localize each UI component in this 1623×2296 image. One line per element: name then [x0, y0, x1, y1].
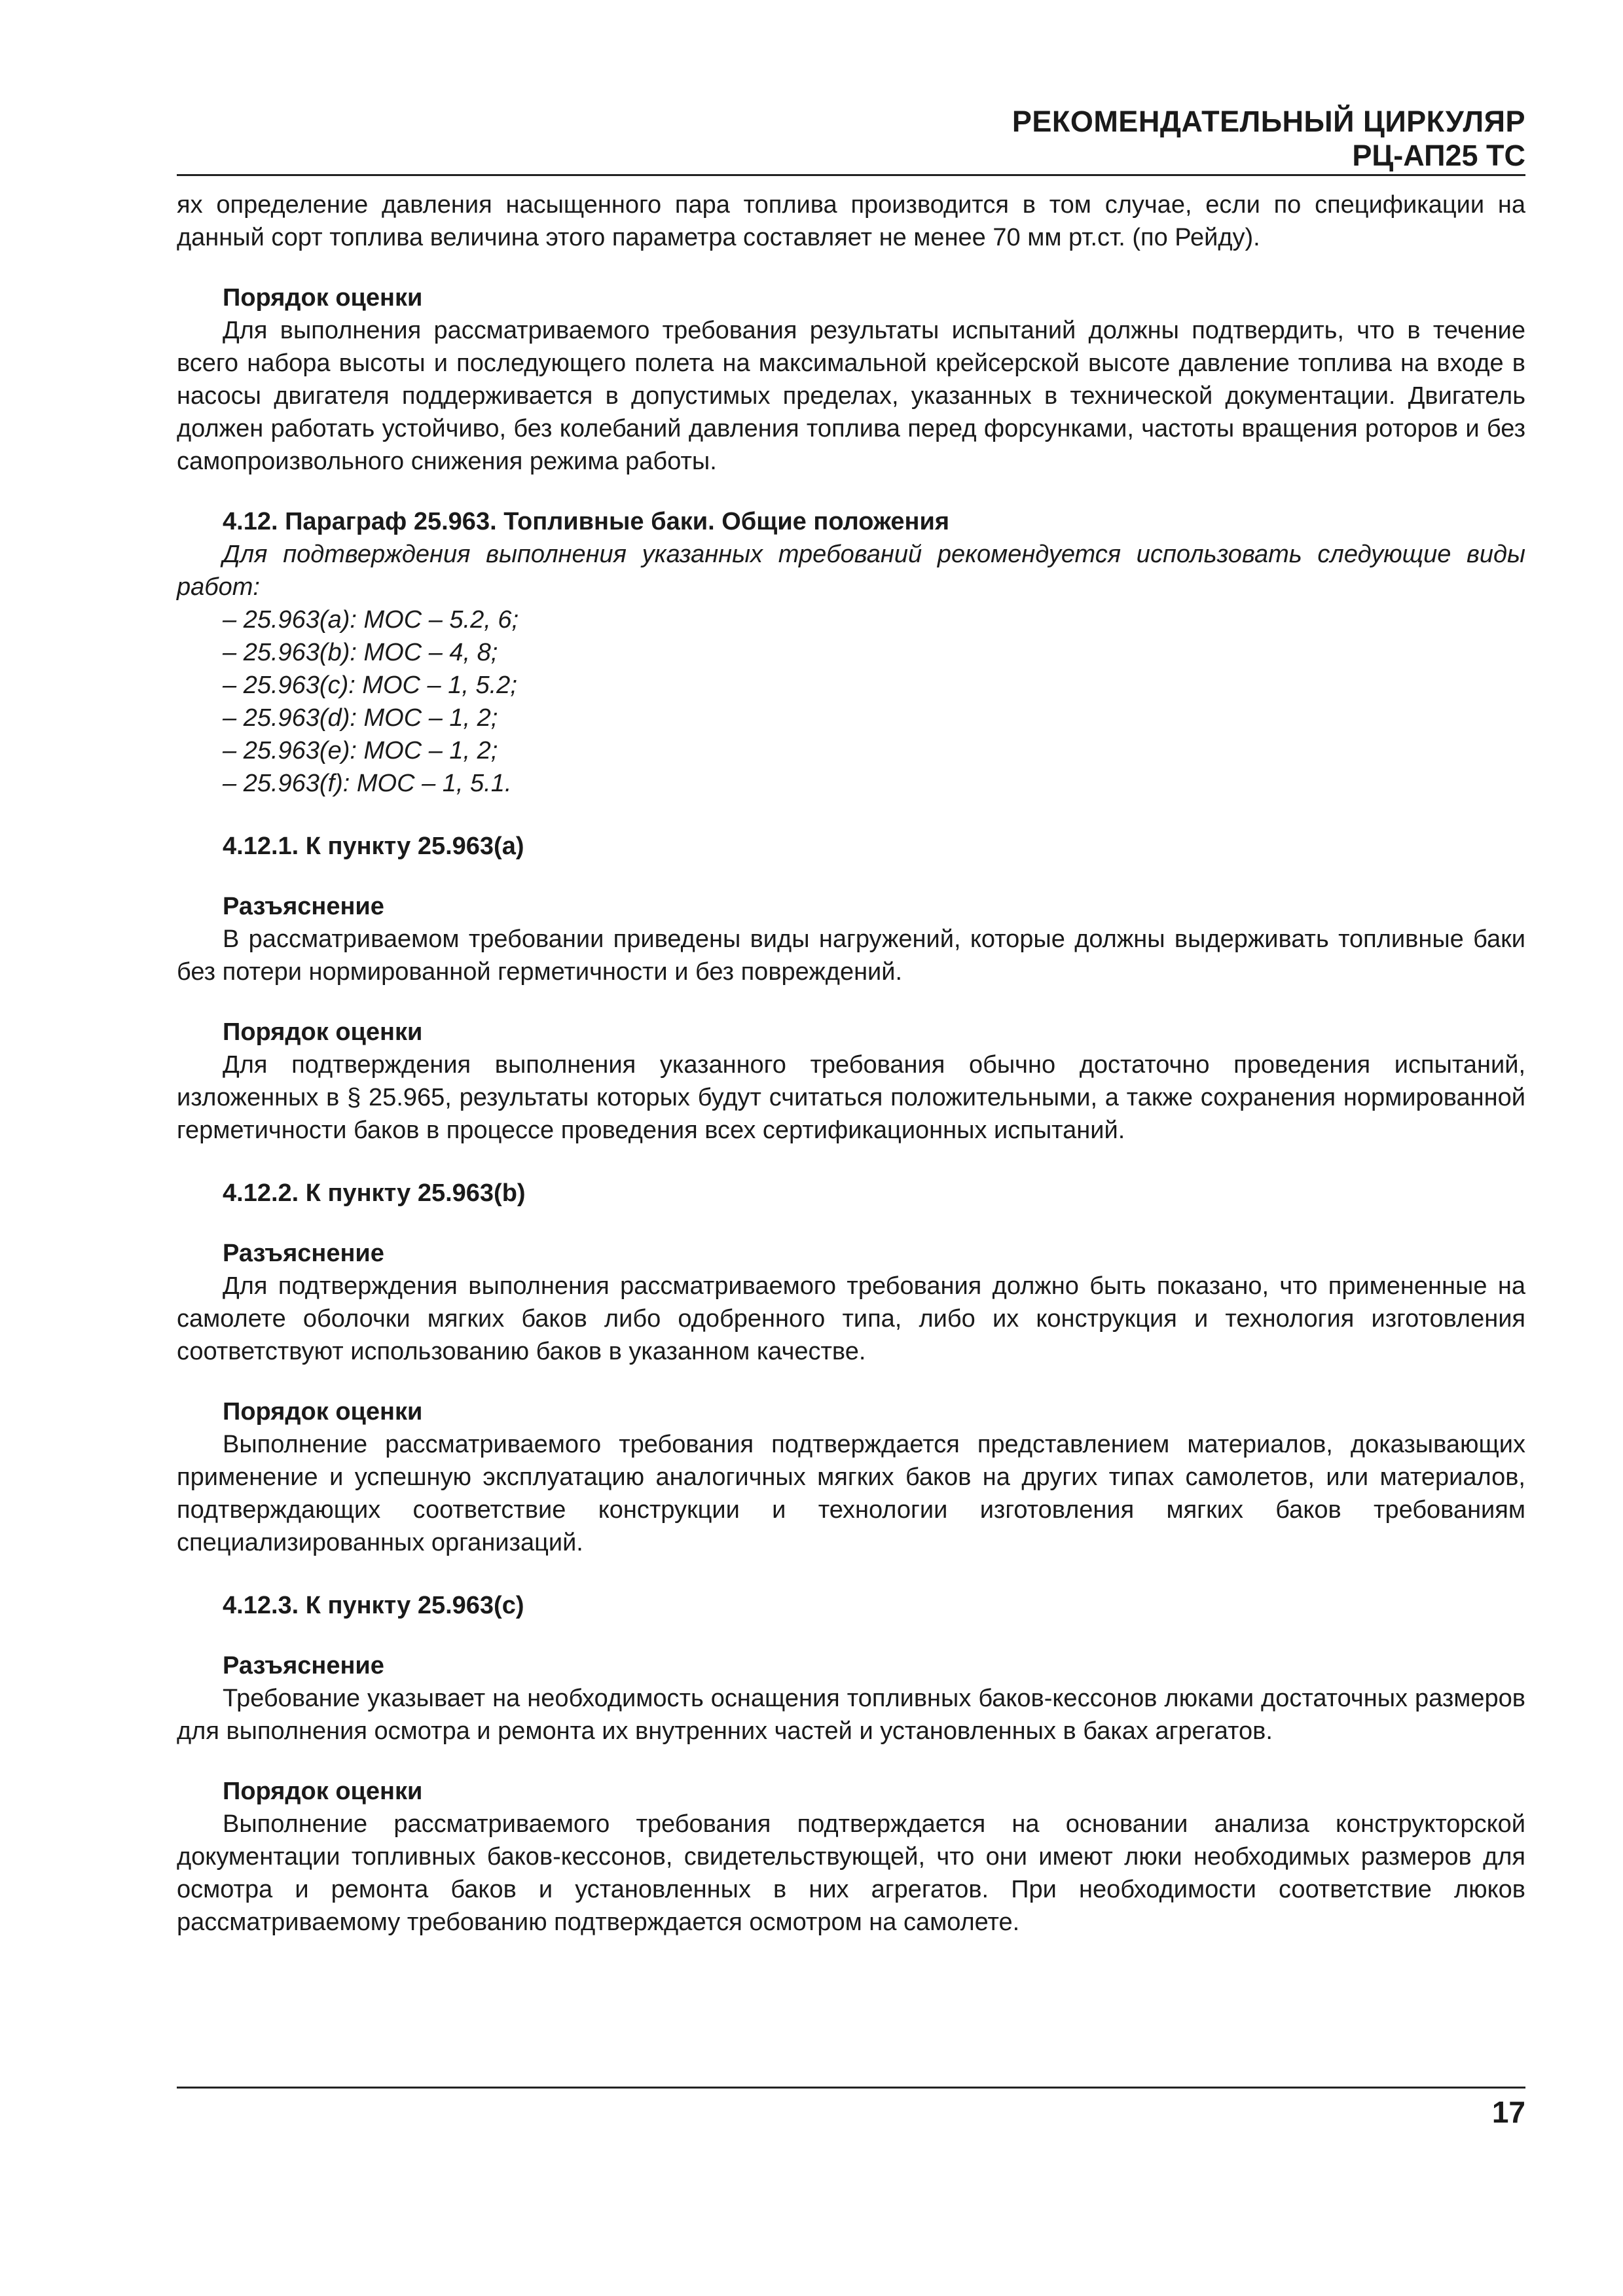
evaluation-paragraph: Для подтверждения выполнения указанного требования обычно достаточно проведения испытаний, изложенных в § 25.965, результаты которых будут считаться положительными, а также сохранения нормированной герметичности баков в процессе проведения всех сертификационных испытаний. — [177, 1051, 1525, 1144]
evaluation-paragraph: Для выполнения рассматриваемого требования результаты испытаний должны подтвердить, что в течение всего набора высоты и последующего полета на максимальной крейсерской высоте давление топлива на входе в насосы двигателя поддерживается в допустимых пределах, указанных в технической документации. Двигатель должен работать устойчиво, без колебаний давления топлива перед форсунками, частоты вращения роторов и без самопроизвольного снижения режима работы. — [177, 317, 1525, 475]
evaluation-heading: Порядок оценки — [223, 1778, 423, 1805]
document-body — [177, 188, 1525, 1939]
list-item: – 25.963(f): МОС – 1, 5.1. — [223, 770, 512, 797]
list-item: – 25.963(a): МОС – 5.2, 6; — [223, 606, 519, 634]
evaluation-paragraph: Выполнение рассматриваемого требования подтверждается представлением материалов, доказывающих применение и успешную эксплуатацию аналогичных мягких баков на других типах самолетов, или материалов, подтверждающих соответствие конструкции и технологии изготовления мягких баков требованиям специализированных организаций. — [177, 1431, 1525, 1556]
subsection-4-12-3-heading: 4.12.3. К пункту 25.963(c) — [223, 1592, 524, 1619]
evaluation-paragraph: Выполнение рассматриваемого требования подтверждается на основании анализа конструкторской документации топливных баков-кессонов, свидетельствующей, что они имеют люки необходимых размеров для осмотра и ремонта баков и установленных в них агрегатов. При необходимости соответствие люков рассматриваемому требованию подтверждается осмотром на самолете. — [177, 1810, 1525, 1936]
section-heading-evaluation: Порядок оценки — [223, 284, 423, 312]
intro-paragraph: ях определение давления насыщенного пара топлива производится в том случае, если по спецификации на данный сорт топлива величина этого параметра составляет не менее 70 мм рт.ст. (по Рейду). — [177, 191, 1525, 251]
header-rule — [177, 174, 1525, 176]
header-title: РЕКОМЕНДАТЕЛЬНЫЙ ЦИРКУЛЯР — [1012, 105, 1525, 138]
paragraph-4-12-list — [177, 603, 1525, 800]
paragraph-4-12-heading: 4.12. Параграф 25.963. Топливные баки. Общие положения — [223, 508, 949, 535]
list-item: – 25.963(c): МОС – 1, 5.2; — [223, 672, 517, 699]
header-code: РЦ-АП25 ТС — [1352, 139, 1525, 172]
page-number: 17 — [1491, 2095, 1525, 2129]
subsection-4-12-2-heading: 4.12.2. К пункту 25.963(b) — [223, 1179, 526, 1207]
paragraph-4-12-intro: Для подтверждения выполнения указанных требований рекомендуется использовать следующие виды работ: — [177, 541, 1525, 601]
evaluation-heading: Порядок оценки — [223, 1398, 423, 1426]
explanation-heading: Разъяснение — [223, 1240, 384, 1267]
document-page — [177, 0, 1525, 2296]
subsection-4-12-1-heading: 4.12.1. К пункту 25.963(a) — [223, 833, 524, 860]
explanation-paragraph: Требование указывает на необходимость оснащения топливных баков-кессонов люками достаточных размеров для выполнения осмотра и ремонта их внутренних частей и установленных в баках агрегатов. — [177, 1685, 1525, 1745]
footer-rule — [177, 2087, 1525, 2089]
evaluation-heading: Порядок оценки — [223, 1018, 423, 1046]
list-item: – 25.963(e): МОС – 1, 2; — [223, 737, 498, 764]
explanation-heading: Разъяснение — [223, 1652, 384, 1679]
list-item: – 25.963(b): МОС – 4, 8; — [223, 639, 498, 666]
explanation-paragraph: В рассматриваемом требовании приведены виды нагружений, которые должны выдерживать топливные баки без потери нормированной герметичности и без повреждений. — [177, 925, 1525, 986]
explanation-heading: Разъяснение — [223, 893, 384, 920]
list-item: – 25.963(d): МОС – 1, 2; — [223, 704, 498, 732]
explanation-paragraph: Для подтверждения выполнения рассматриваемого требования должно быть показано, что примененные на самолете оболочки мягких баков либо одобренного типа, либо их конструкция и технология изготовления соответствуют использованию баков в указанном качестве. — [177, 1272, 1525, 1365]
